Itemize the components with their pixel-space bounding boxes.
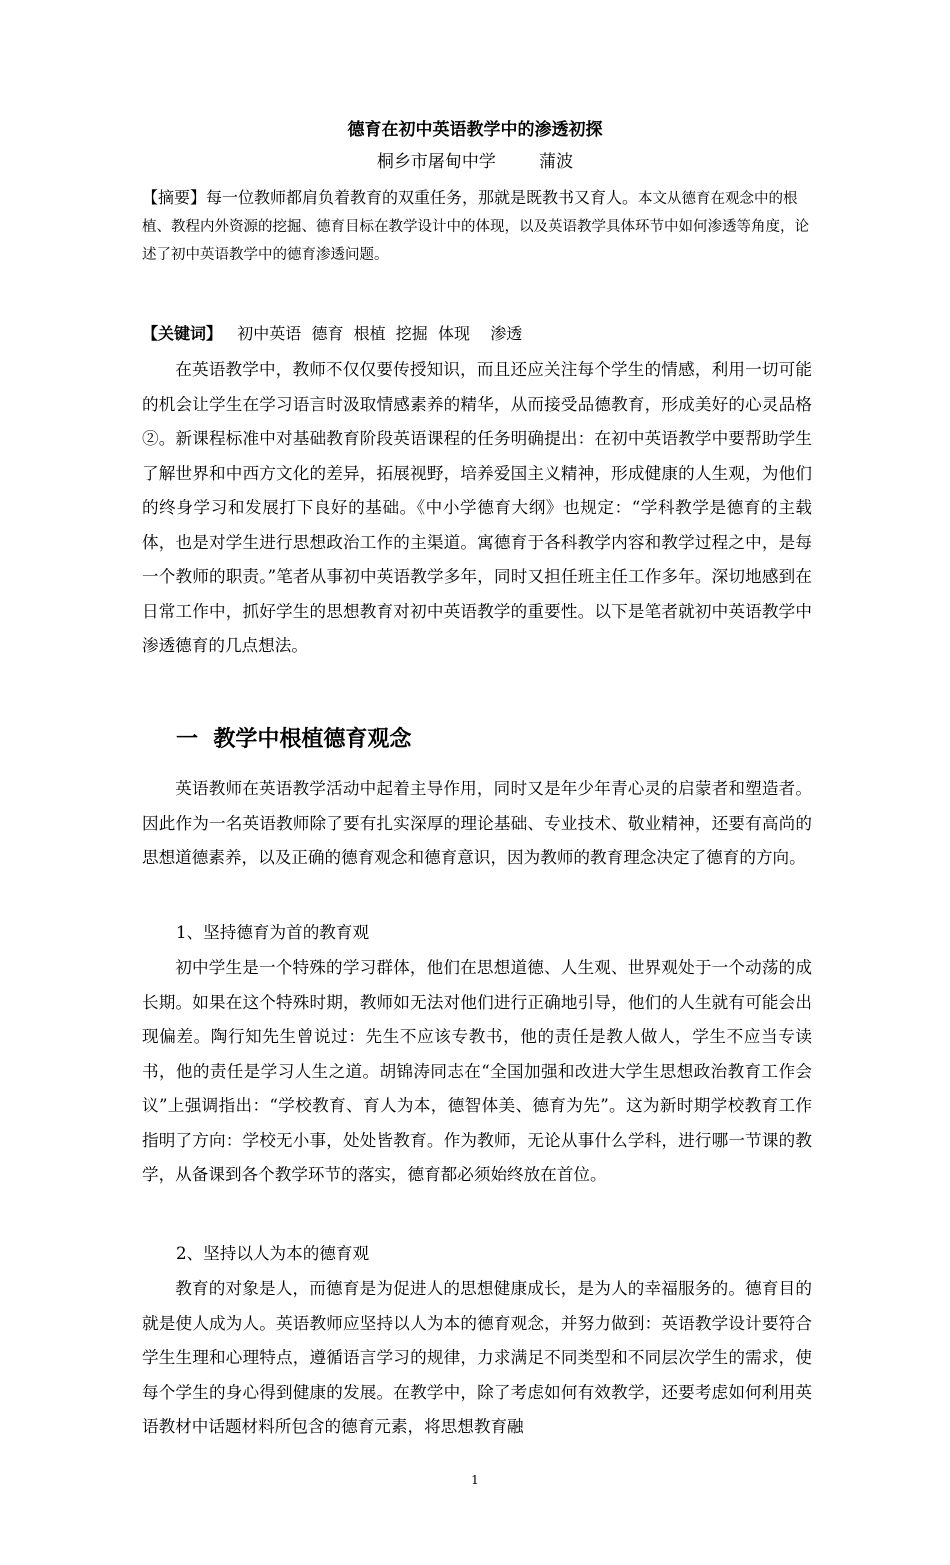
abstract-text: 本文从德育在观念中的根植、教程内外资源的挖掘、德育目标在教学设计中的体现，以及英语教学具体环节中如何渗透等角度，论述了初中英语教学中的德育渗透问题。 — [142, 191, 809, 263]
subsection1-paragraph: 初中学生是一个特殊的学习群体，他们在思想道德、人生观、世界观处于一个动荡的成长期。如果在这个特殊时期，教师如无法对他们进行正确地引导，他们的人生就有可能会出现偏差。陶行知先生曾说过：先生不应该专教书，他的责任是教人做人，学生不应当专读书，他的责任是学习人生之道。胡锦涛同志在“全国加强和改进大学生思想政治教育工作会议”上强调指出：“学校教育、育人为本，德智体美、德育为先”。这为新时期学校教育工作指明了方向：学校无小事，处处皆教育。作为教师，无论从事什么学科，进行哪一节课的教学，从备课到各个教学环节的落实，德育都必须始终放在首位。 — [142, 958, 812, 1184]
subsection-heading-1: 1、坚持德育为首的教育观 — [176, 923, 370, 942]
keywords-text: 初中英语 德育 根植 挖掘 体现 渗透 — [222, 324, 523, 343]
author-line: 桐乡市屠甸中学 蒲波 — [376, 152, 574, 172]
abstract — [142, 184, 812, 269]
keywords-label: 【关键词】 — [142, 324, 223, 343]
subsection-heading-2: 2、坚持以人为本的德育观 — [176, 1244, 370, 1263]
subsection2-paragraph: 教育的对象是人，而德育是为促进人的思想健康成长，是为人的幸福服务的。德育目的就是使人成为人。英语教师应坚持以人为本的德育观念，并努力做到：英语教学设计要符合学生生理和心理特点，遵循语言学习的规律，力求满足不同类型和不同层次学生的需求，使每个学生的身心得到健康的发展。在教学中，除了考虑如何有效教学，还要考虑如何利用英语教材中话题材料所包含的德育元素，将思想教育融 — [142, 1279, 812, 1436]
section1-paragraph: 英语教师在英语教学活动中起着主导作用，同时又是年少年青心灵的启蒙者和塑造者。因此作为一名英语教师除了要有扎实深厚的理论基础、专业技术、敬业精神，还要有高尚的思想道德素养，以及正确的德育观念和德育意识，因为教师的教育理念决定了德育的方向。 — [142, 779, 812, 867]
paper-title: 德育在初中英语教学中的渗透初探 — [347, 120, 603, 140]
page-number: 1 — [471, 1473, 479, 1487]
abstract-label: 【摘要】 — [142, 188, 207, 207]
intro-paragraph: 在英语教学中，教师不仅仅要传授知识，而且还应关注每个学生的情感，利用一切可能的机会让学生在学习语言时汲取情感素养的精华，从而接受品德教育，形成美好的心灵品格②。新课程标准中对基础教育阶段英语课程的任务明确提出：在初中英语教学中要帮助学生了解世界和中西方文化的差异，拓展视野，培养爱国主义精神，形成健康的人生观，为他们的终身学习和发展打下良好的基础。《中小学德育大纲》也规定：“学科教学是德育的主载体，也是对学生进行思想政治工作的主渠道。寓德育于各科教学内容和教学过程之中，是每一个教师的职责。”笔者从事初中英语教学多年，同时又担任班主任工作多年。深切地感到在日常工作中，抓好学生的思想教育对初中英语教学的重要性。以下是笔者就初中英语教学中渗透德育的几点想法。 — [142, 360, 812, 655]
keywords — [142, 322, 812, 346]
section-heading-1: 一 教学中根植德育观念 — [176, 727, 412, 752]
abstract-lead: 每一位教师都肩负着教育的双重任务，那就是既教书又育人。 — [206, 188, 639, 207]
